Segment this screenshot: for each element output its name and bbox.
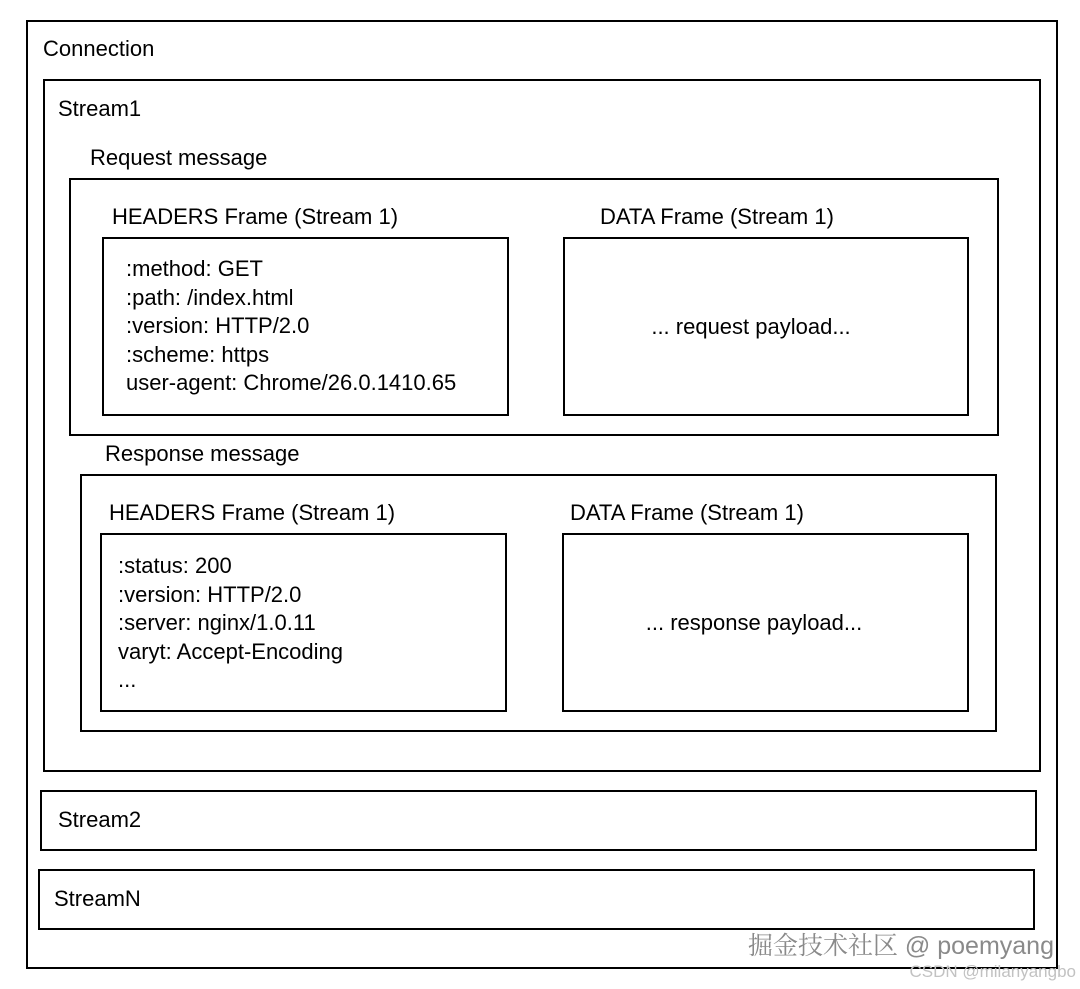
header-line: :version: HTTP/2.0 <box>118 581 302 607</box>
request-data-frame-label: DATA Frame (Stream 1) <box>600 204 834 229</box>
header-line: ... <box>118 667 137 692</box>
csdn-watermark: CSDN @milanyangbo <box>909 962 1076 981</box>
header-line: varyt: Accept-Encoding <box>118 638 344 664</box>
response-payload-text: ... response payload... <box>645 609 863 635</box>
header-line: :server: nginx/1.0.11 <box>118 610 316 635</box>
header-line: :path: /index.html <box>126 284 294 310</box>
request-payload-text: ... request payload... <box>651 313 851 339</box>
request-headers-frame-label: HEADERS Frame (Stream 1) <box>112 204 399 229</box>
stream2-box <box>40 790 1037 851</box>
response-headers-list <box>118 552 343 695</box>
juejin-watermark: 掘金技术社区 @ poemyang <box>747 932 1054 960</box>
request-headers-list <box>126 255 456 398</box>
header-line: user-agent: Chrome/26.0.1410.65 <box>126 370 457 395</box>
request-message-label: Request message <box>90 145 268 170</box>
streamN-label: StreamN <box>54 886 141 911</box>
stream2-label: Stream2 <box>58 807 142 832</box>
header-line: :status: 200 <box>118 553 232 578</box>
header-line: :version: HTTP/2.0 <box>126 313 310 338</box>
header-line: :method: GET <box>126 256 263 281</box>
response-headers-frame-label: HEADERS Frame (Stream 1) <box>109 500 396 525</box>
response-message-label: Response message <box>105 441 300 466</box>
stream1-label: Stream1 <box>58 96 142 121</box>
response-data-frame-label: DATA Frame (Stream 1) <box>570 500 804 525</box>
header-line: :scheme: https <box>126 341 270 367</box>
streamN-box <box>38 869 1035 930</box>
connection-label: Connection <box>43 36 155 61</box>
